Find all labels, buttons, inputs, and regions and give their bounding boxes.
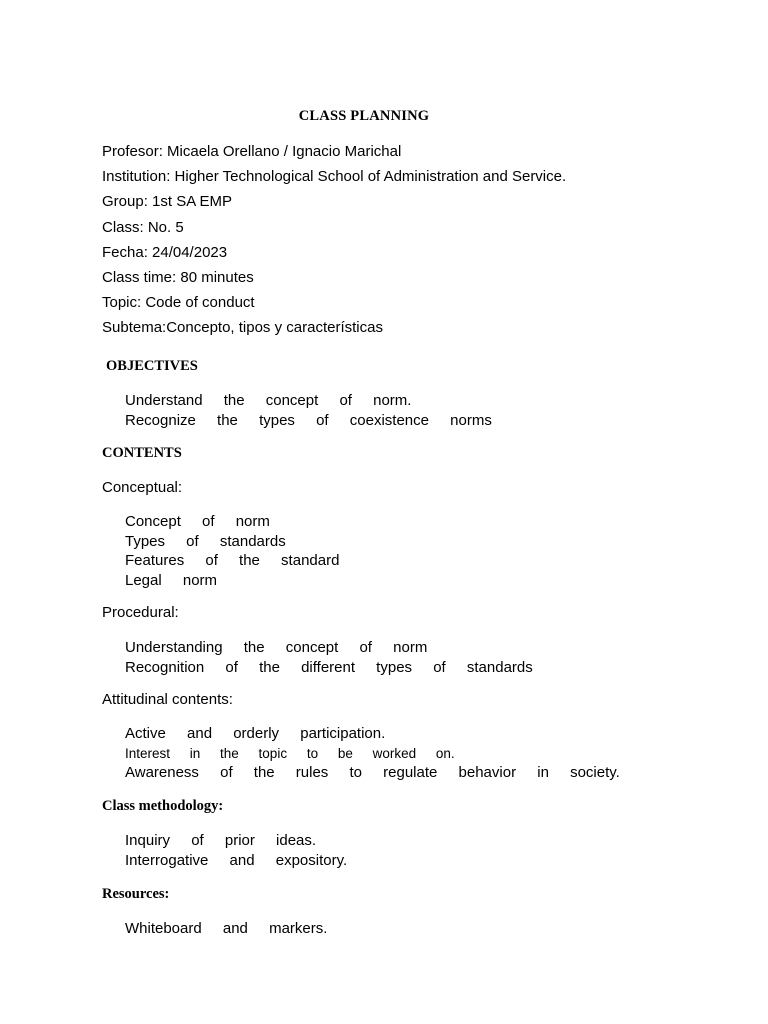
contents-heading: CONTENTS [102, 445, 182, 461]
conceptual-item: Concept of norm [125, 513, 270, 530]
class-info-list [102, 141, 566, 343]
methodology-item: Interrogative and expository. [125, 851, 348, 869]
methodology-item: Inquiry of prior ideas. [125, 832, 317, 849]
attitudinal-list [125, 724, 620, 783]
conceptual-item: Types of standards [125, 532, 286, 550]
topic-info: Topic: Code of conduct [102, 294, 255, 312]
objective-item: Recognize the types of coexistence norms [125, 411, 492, 429]
teacher-info: Profesor: Micaela Orellano / Ignacio Marichal [102, 143, 402, 160]
conceptual-item: Legal norm [125, 571, 218, 589]
document-title: CLASS PLANNING [298, 108, 430, 124]
objective-item: Understand the concept of norm. [125, 392, 412, 409]
procedural-list [125, 638, 533, 677]
resources-heading: Resources: [102, 886, 170, 902]
resources-list [125, 919, 327, 939]
methodology-list [125, 831, 347, 870]
institution-info: Institution: Higher Technological School of Administration and Service. [102, 168, 567, 186]
objectives-list [125, 391, 492, 430]
conceptual-list [125, 512, 339, 590]
attitudinal-label: Attitudinal contents: [102, 691, 233, 708]
group-info: Group: 1st SA EMP [102, 193, 233, 211]
procedural-item: Understanding the concept of norm [125, 639, 428, 656]
subtopic-info: Subtema:Concepto, tipos y características [102, 319, 383, 337]
class-number-info: Class: No. 5 [102, 218, 184, 236]
procedural-label: Procedural: [102, 604, 179, 621]
attitudinal-item: Awareness of the rules to regulate behavior in society. [125, 764, 620, 781]
class-time-info: Class time: 80 minutes [102, 268, 254, 286]
attitudinal-item: Active and orderly participation. [125, 725, 386, 742]
conceptual-label: Conceptual: [102, 479, 183, 496]
procedural-item: Recognition of the different types of standards [125, 658, 533, 676]
date-info: Fecha: 24/04/2023 [102, 243, 228, 261]
conceptual-item: Features of the standard [125, 552, 340, 569]
resource-item: Whiteboard and markers. [125, 920, 328, 937]
objectives-heading: OBJECTIVES [106, 358, 198, 374]
attitudinal-item: Interest in the topic to be worked on. [125, 745, 455, 761]
methodology-heading: Class methodology: [102, 798, 224, 814]
